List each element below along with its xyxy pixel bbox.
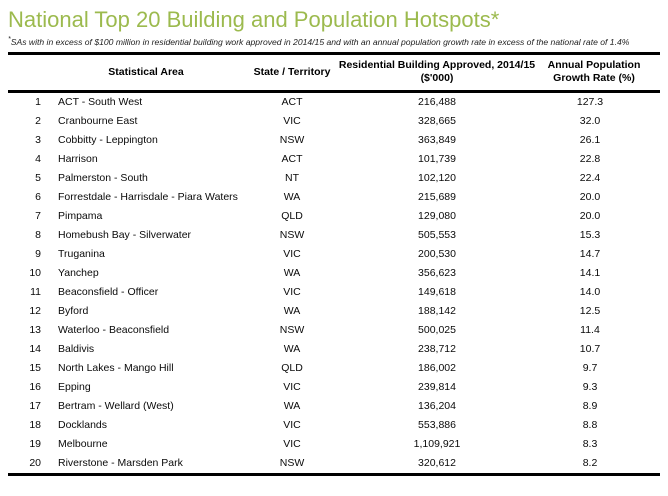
cell-statistical-area: Homebush Bay - Silverwater bbox=[58, 229, 192, 242]
cell-building-approved: 215,689 bbox=[418, 191, 456, 204]
cell-statistical-area: Pimpama bbox=[58, 210, 103, 223]
cell-growth-rate: 14.1 bbox=[579, 267, 601, 280]
cell-state: ACT bbox=[281, 96, 303, 109]
cell-state: VIC bbox=[283, 381, 301, 394]
table-header-row bbox=[8, 53, 660, 91]
cell-statistical-area: Forrestdale - Harrisdale - Piara Waters bbox=[58, 191, 238, 204]
cell-building-approved: 101,739 bbox=[418, 153, 456, 166]
table-row bbox=[8, 340, 660, 359]
cell-rank: 4 bbox=[35, 153, 41, 166]
cell-building-approved: 1,109,921 bbox=[413, 438, 461, 451]
table-row bbox=[8, 188, 660, 207]
column-header-residential-building bbox=[336, 53, 538, 91]
cell-building-approved: 328,665 bbox=[418, 115, 456, 128]
cell-state: WA bbox=[283, 343, 301, 356]
cell-statistical-area: Byford bbox=[58, 305, 89, 318]
cell-building-approved: 200,530 bbox=[418, 248, 456, 261]
column-header-rank bbox=[8, 53, 44, 91]
cell-growth-rate: 22.4 bbox=[579, 172, 601, 185]
cell-building-approved: 149,618 bbox=[418, 286, 456, 299]
footnote-text: SAs with in excess of $100 million in residential building work approved in 2014/15 and with an annual population growth rate in excess of the national rate of 1.4% bbox=[10, 37, 630, 48]
cell-growth-rate: 8.3 bbox=[582, 438, 598, 451]
cell-growth-rate: 127.3 bbox=[576, 96, 604, 109]
cell-state: VIC bbox=[283, 115, 301, 128]
table-row bbox=[8, 150, 660, 169]
cell-growth-rate: 11.4 bbox=[580, 324, 600, 337]
cell-state: WA bbox=[283, 191, 301, 204]
column-header-label: Residential Building Approved, 2014/15 bbox=[338, 58, 536, 71]
column-header-label: Statistical Area bbox=[108, 65, 184, 78]
cell-building-approved: 239,814 bbox=[418, 381, 456, 394]
cell-growth-rate: 20.0 bbox=[579, 210, 601, 223]
table-row bbox=[8, 207, 660, 226]
cell-building-approved: 186,002 bbox=[418, 362, 456, 375]
cell-state: NT bbox=[285, 172, 299, 185]
column-header-state-territory bbox=[248, 53, 336, 91]
cell-growth-rate: 20.0 bbox=[579, 191, 601, 204]
cell-growth-rate: 10.7 bbox=[579, 343, 601, 356]
cell-rank: 2 bbox=[35, 115, 41, 128]
cell-rank: 7 bbox=[35, 210, 41, 223]
cell-growth-rate: 15.3 bbox=[579, 229, 601, 242]
cell-building-approved: 320,612 bbox=[418, 457, 456, 470]
cell-rank: 9 bbox=[35, 248, 41, 261]
cell-rank: 15 bbox=[29, 362, 41, 375]
cell-growth-rate: 14.0 bbox=[579, 286, 601, 299]
cell-state: VIC bbox=[283, 248, 301, 261]
column-header-label: State / Territory bbox=[253, 65, 331, 78]
table-row bbox=[8, 359, 660, 378]
cell-building-approved: 500,025 bbox=[418, 324, 456, 337]
column-header-statistical-area bbox=[44, 53, 248, 91]
table-row bbox=[8, 397, 660, 416]
cell-statistical-area: Bertram - Wellard (West) bbox=[58, 400, 174, 413]
cell-growth-rate: 12.5 bbox=[579, 305, 601, 318]
cell-state: WA bbox=[283, 305, 301, 318]
cell-rank: 20 bbox=[29, 457, 41, 470]
cell-statistical-area: Epping bbox=[58, 381, 91, 394]
cell-rank: 19 bbox=[29, 438, 41, 451]
cell-state: NSW bbox=[279, 134, 305, 147]
column-header-label: Annual Population bbox=[547, 58, 641, 71]
cell-statistical-area: Palmerston - South bbox=[58, 172, 148, 185]
page-title: National Top 20 Building and Population Hotspots* bbox=[8, 7, 500, 32]
cell-state: NSW bbox=[279, 324, 305, 337]
cell-rank: 8 bbox=[35, 229, 41, 242]
cell-growth-rate: 9.3 bbox=[582, 381, 598, 394]
table-row bbox=[8, 131, 660, 150]
cell-state: VIC bbox=[283, 286, 301, 299]
cell-statistical-area: North Lakes - Mango Hill bbox=[58, 362, 174, 375]
cell-state: NSW bbox=[279, 457, 305, 470]
table-header bbox=[8, 53, 660, 91]
cell-rank: 17 bbox=[29, 400, 41, 413]
table-row bbox=[8, 454, 660, 475]
cell-growth-rate: 32.0 bbox=[579, 115, 601, 128]
cell-building-approved: 129,080 bbox=[418, 210, 456, 223]
cell-growth-rate: 8.9 bbox=[582, 400, 598, 413]
cell-state: WA bbox=[283, 267, 301, 280]
cell-statistical-area: Baldivis bbox=[58, 343, 95, 356]
table-row bbox=[8, 226, 660, 245]
cell-building-approved: 188,142 bbox=[418, 305, 456, 318]
footnote bbox=[8, 36, 660, 47]
cell-building-approved: 102,120 bbox=[418, 172, 456, 185]
column-header-population-growth bbox=[538, 53, 660, 91]
cell-statistical-area: ACT - South West bbox=[58, 96, 143, 109]
table-row bbox=[8, 302, 660, 321]
cell-statistical-area: Cobbitty - Leppington bbox=[58, 134, 158, 147]
cell-state: VIC bbox=[283, 438, 301, 451]
cell-state: WA bbox=[283, 400, 301, 413]
cell-rank: 16 bbox=[29, 381, 41, 394]
cell-statistical-area: Truganina bbox=[58, 248, 105, 261]
cell-state: VIC bbox=[283, 419, 301, 432]
cell-building-approved: 238,712 bbox=[418, 343, 456, 356]
cell-rank: 5 bbox=[35, 172, 41, 185]
cell-growth-rate: 14.7 bbox=[579, 248, 601, 261]
table-row bbox=[8, 321, 660, 340]
column-header-sublabel: Growth Rate (%) bbox=[553, 72, 635, 85]
cell-growth-rate: 26.1 bbox=[579, 134, 601, 147]
table-row bbox=[8, 283, 660, 302]
cell-building-approved: 553,886 bbox=[418, 419, 456, 432]
table-body bbox=[8, 91, 660, 474]
table-row bbox=[8, 169, 660, 188]
table-row bbox=[8, 435, 660, 454]
cell-statistical-area: Cranbourne East bbox=[58, 115, 138, 128]
cell-state: ACT bbox=[281, 153, 303, 166]
cell-growth-rate: 22.8 bbox=[579, 153, 601, 166]
footnote-marker: * bbox=[8, 36, 11, 44]
table-row bbox=[8, 112, 660, 131]
table-row bbox=[8, 416, 660, 435]
cell-building-approved: 505,553 bbox=[418, 229, 456, 242]
cell-rank: 13 bbox=[29, 324, 41, 337]
cell-state: QLD bbox=[281, 210, 303, 223]
cell-rank: 14 bbox=[29, 343, 41, 356]
cell-growth-rate: 8.2 bbox=[582, 457, 598, 470]
cell-building-approved: 363,849 bbox=[418, 134, 456, 147]
cell-rank: 6 bbox=[35, 191, 41, 204]
cell-growth-rate: 9.7 bbox=[582, 362, 598, 375]
cell-rank: 11 bbox=[30, 286, 41, 299]
cell-building-approved: 136,204 bbox=[418, 400, 456, 413]
cell-building-approved: 216,488 bbox=[418, 96, 456, 109]
cell-statistical-area: Riverstone - Marsden Park bbox=[58, 457, 183, 470]
table-row bbox=[8, 245, 660, 264]
cell-growth-rate: 8.8 bbox=[582, 419, 598, 432]
table-row bbox=[8, 378, 660, 397]
table-row bbox=[8, 264, 660, 283]
cell-rank: 1 bbox=[35, 96, 41, 109]
cell-rank: 18 bbox=[29, 419, 41, 432]
cell-statistical-area: Melbourne bbox=[58, 438, 108, 451]
cell-statistical-area: Harrison bbox=[58, 153, 98, 166]
cell-statistical-area: Waterloo - Beaconsfield bbox=[58, 324, 170, 337]
cell-state: NSW bbox=[279, 229, 305, 242]
cell-building-approved: 356,623 bbox=[418, 267, 456, 280]
cell-statistical-area: Beaconsfield - Officer bbox=[58, 286, 159, 299]
column-header-sublabel: ($'000) bbox=[420, 72, 454, 85]
hotspots-table bbox=[8, 52, 660, 476]
cell-rank: 12 bbox=[29, 305, 41, 318]
table-row bbox=[8, 91, 660, 112]
cell-state: QLD bbox=[281, 362, 303, 375]
cell-statistical-area: Docklands bbox=[58, 419, 108, 432]
cell-rank: 3 bbox=[35, 134, 41, 147]
cell-statistical-area: Yanchep bbox=[58, 267, 99, 280]
cell-rank: 10 bbox=[29, 267, 41, 280]
